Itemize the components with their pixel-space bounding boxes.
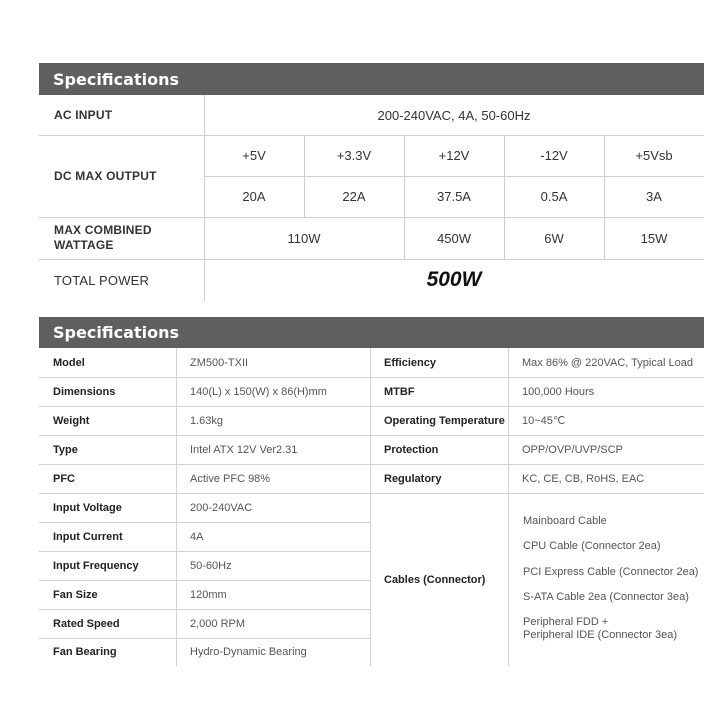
spec-label: Input Voltage (53, 501, 122, 514)
ac-input-label: AC INPUT (54, 107, 113, 122)
combined-wattage-value: 6W (544, 230, 564, 246)
spec-value: 50-60Hz (190, 559, 232, 572)
rail-current: 3A (646, 189, 662, 204)
total-power-label: TOTAL POWER (54, 272, 150, 288)
spec-label: Model (53, 356, 85, 369)
spec-value: Max 86% @ 220VAC, Typical Load (522, 356, 693, 369)
max-combined-wattage-label (39, 217, 204, 259)
spec-label: PFC (53, 472, 75, 485)
cable-item: CPU Cable (Connector 2ea) (523, 540, 661, 552)
max-combined-label-line2: WATTAGE (54, 238, 114, 252)
cable-item: S-ATA Cable 2ea (Connector 3ea) (523, 591, 689, 603)
cables-label: Cables (Connector) (384, 573, 486, 586)
combined-wattage-value: 110W (287, 230, 321, 246)
rail-label: -12V (540, 148, 568, 163)
rail-current: 20A (242, 189, 266, 204)
spec-value: 200-240VAC (190, 501, 253, 514)
cable-item: Peripheral IDE (Connector 3ea) (523, 629, 678, 641)
spec-value: 2,000 RPM (190, 617, 246, 630)
spec-label: Efficiency (384, 356, 436, 369)
spec-value: Intel ATX 12V Ver2.31 (190, 443, 298, 456)
spec-value: 4A (190, 530, 204, 543)
spec-value: Active PFC 98% (190, 472, 271, 485)
combined-wattage-value: 15W (640, 230, 668, 246)
spec-label: Fan Size (53, 588, 98, 601)
max-combined-label-line1: MAX COMBINED (54, 223, 152, 237)
spec-value: 1.63kg (190, 414, 224, 427)
spec-label: MTBF (384, 385, 415, 398)
spec-value: 100,000 Hours (522, 385, 595, 398)
combined-wattage-value: 450W (437, 230, 471, 246)
cable-item: Peripheral FDD + (523, 616, 609, 628)
spec-value: 120mm (190, 588, 227, 601)
spec-value: Hydro-Dynamic Bearing (190, 646, 307, 658)
spec-table (39, 348, 704, 666)
rail-current: 22A (342, 189, 366, 204)
spec-value: ZM500-TXII (190, 356, 249, 369)
spec-label: Dimensions (53, 385, 116, 398)
spec-section-title: Specifications (39, 317, 704, 348)
total-power-value: 500W (426, 268, 482, 291)
spec-label: Rated Speed (53, 617, 120, 630)
cables-list (523, 493, 704, 666)
spec-label: Regulatory (384, 472, 442, 485)
spec-value: OPP/OVP/UVP/SCP (522, 443, 623, 456)
spec-label: Input Current (53, 530, 123, 543)
spec-label: Type (53, 443, 78, 456)
rail-current: 0.5A (540, 189, 568, 204)
spec-label: Fan Bearing (53, 646, 117, 658)
rail-label: +12V (438, 148, 470, 163)
rail-label: +5V (242, 148, 266, 163)
dc-max-output-label: DC MAX OUTPUT (54, 168, 157, 183)
spec-label: Weight (53, 414, 90, 427)
spec-value: 10~45℃ (522, 415, 566, 427)
spec-value: KC, CE, CB, RoHS, EAC (522, 472, 645, 485)
power-section-title: Specifications (39, 63, 704, 95)
cable-item: Mainboard Cable (523, 515, 607, 527)
rail-label: +5Vsb (635, 148, 673, 163)
rail-label: +3.3V (336, 148, 372, 163)
spec-label: Operating Temperature (384, 414, 505, 427)
rail-current: 37.5A (437, 189, 471, 204)
spec-label: Input Frequency (53, 559, 139, 572)
spec-label: Protection (384, 443, 439, 456)
ac-input-value: 200-240VAC, 4A, 50-60Hz (377, 107, 531, 123)
power-output-table (39, 95, 704, 301)
spec-value: 140(L) x 150(W) x 86(H)mm (190, 385, 327, 398)
cable-item: PCI Express Cable (Connector 2ea) (523, 566, 699, 578)
